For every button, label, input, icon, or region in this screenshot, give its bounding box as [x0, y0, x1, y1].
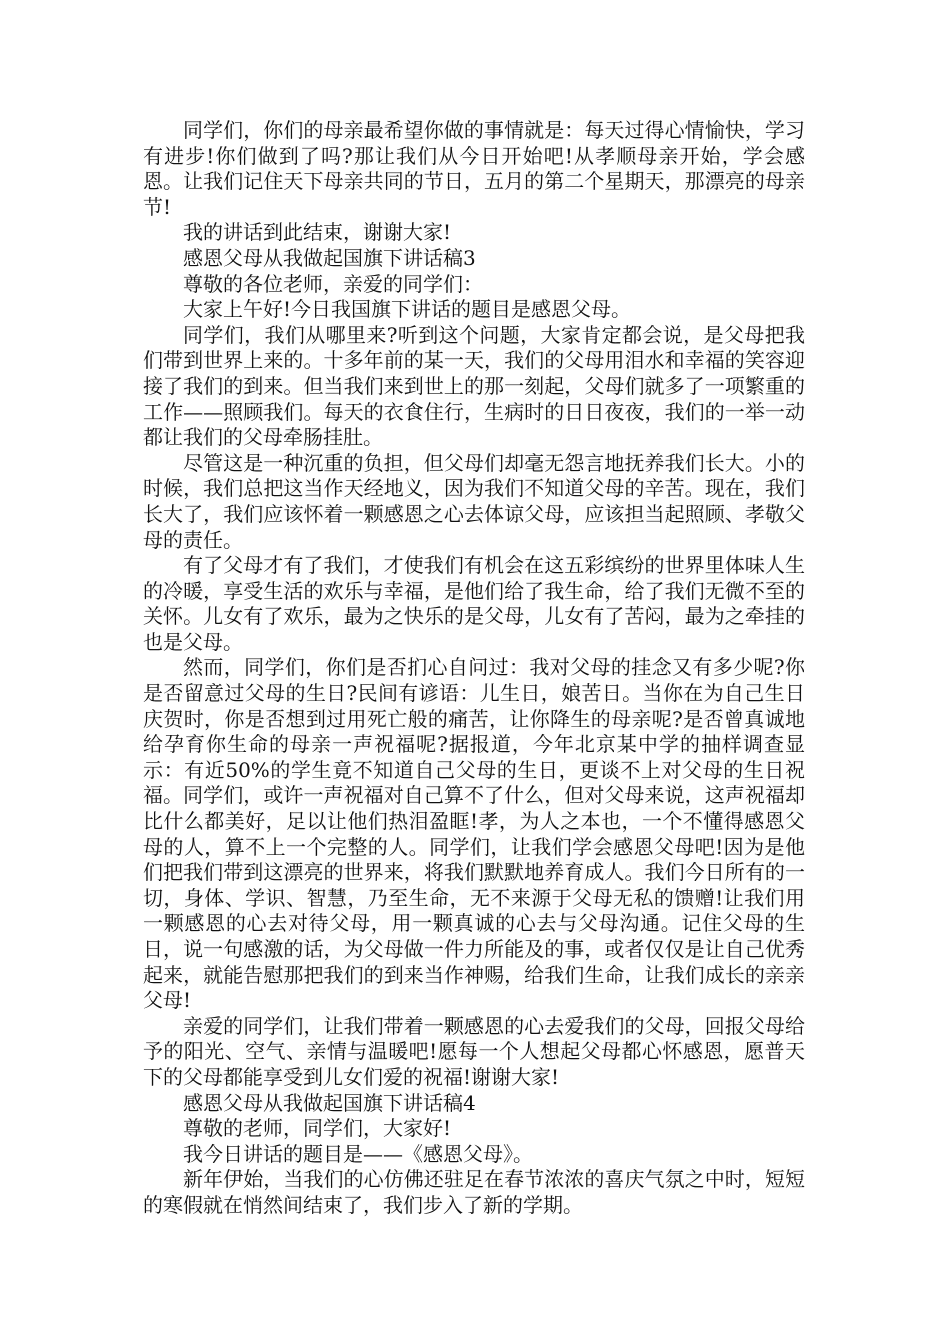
section-heading: 感恩父母从我做起国旗下讲话稿4: [183, 1090, 476, 1115]
salutation: 尊敬的老师，同学们，大家好!: [183, 1116, 452, 1141]
paragraph: 同学们，你们的母亲最希望你做的事情就是：每天过得心情愉快，学习有进步!你们做到了吗?那让我们从今日开始吧!从孝顺母亲开始，学会感恩。让我们记住天下母亲共同的节日，五月的第二个星期天，那漂亮的母亲节!: [143, 118, 805, 219]
paragraph: 我的讲话到此结束，谢谢大家!: [183, 220, 452, 245]
paragraph: 有了父母才有了我们，才使我们有机会在这五彩缤纷的世界里体味人生的冷暖，享受生活的欢乐与幸福，是他们给了我生命，给了我们无微不至的关怀。儿女有了欢乐，最为之快乐的是父母，儿女有了苦闷，最为之牵挂的也是父母。: [143, 553, 805, 654]
paragraph: 大家上午好!今日我国旗下讲话的题目是感恩父母。: [183, 297, 632, 322]
paragraph: 亲爱的同学们，让我们带着一颗感恩的心去爱我们的父母，回报父母给予的阳光、空气、亲情与温暖吧!愿每一个人想起父母都心怀感恩，愿普天下的父母都能享受到儿女们爱的祝福!谢谢大家!: [143, 1013, 805, 1089]
section-heading: 感恩父母从我做起国旗下讲话稿3: [183, 245, 476, 270]
paragraph: 新年伊始，当我们的心仿佛还驻足在春节浓浓的喜庆气氛之中时，短短的寒假就在悄然间结束了，我们步入了新的学期。: [143, 1167, 805, 1217]
paragraph: 我今日讲话的题目是——《感恩父母》。: [183, 1141, 533, 1166]
document-body: [143, 118, 805, 1219]
salutation: 尊敬的各位老师，亲爱的同学们：: [183, 271, 483, 296]
paragraph: 同学们，我们从哪里来?听到这个问题，大家肯定都会说，是父母把我们带到世界上来的。十多年前的某一天，我们的父母用泪水和幸福的笑容迎接了我们的到来。但当我们来到世上的那一刻起，父母们就多了一项繁重的工作——照顾我们。每天的衣食住行，生病时的日日夜夜，我们的一举一动都让我们的父母牵肠挂肚。: [143, 322, 805, 450]
paragraph: 然而，同学们，你们是否扪心自问过：我对父母的挂念又有多少呢?你是否留意过父母的生日?民间有谚语：儿生日，娘苦日。当你在为自己生日庆贺时，你是否想到过用死亡般的痛苦，让你降生的母亲呢?是否曾真诚地给孕育你生命的母亲一声祝福呢?据报道，今年北京某中学的抽样调查显示：有近50%的学生竟不知道自己父母的生日，更谈不上对父母的生日祝福。同学们，或许一声祝福对自己算不了什么，但对父母来说，这声祝福却比什么都美好，足以让他们热泪盈眶!孝，为人之本也，一个不懂得感恩父母的人，算不上一个完整的人。同学们，让我们学会感恩父母吧!因为是他们把我们带到这漂亮的世界来，将我们默默地养育成人。我们今日所有的一切，身体、学识、智慧，乃至生命，无不来源于父母无私的馈赠!让我们用一颗感恩的心去对待父母，用一颗真诚的心去与父母沟通。记住父母的生日，说一句感激的话，为父母做一件力所能及的事，或者仅仅是让自己优秀起来，就能告慰那把我们的到来当作神赐，给我们生命，让我们成长的亲亲父母!: [143, 655, 805, 1013]
paragraph: 尽管这是一种沉重的负担，但父母们却毫无怨言地抚养我们长大。小的时候，我们总把这当作天经地义，因为我们不知道父母的辛苦。现在，我们长大了，我们应该怀着一颗感恩之心去体谅父母，应该担当起照顾、孝敬父母的责任。: [143, 450, 805, 552]
